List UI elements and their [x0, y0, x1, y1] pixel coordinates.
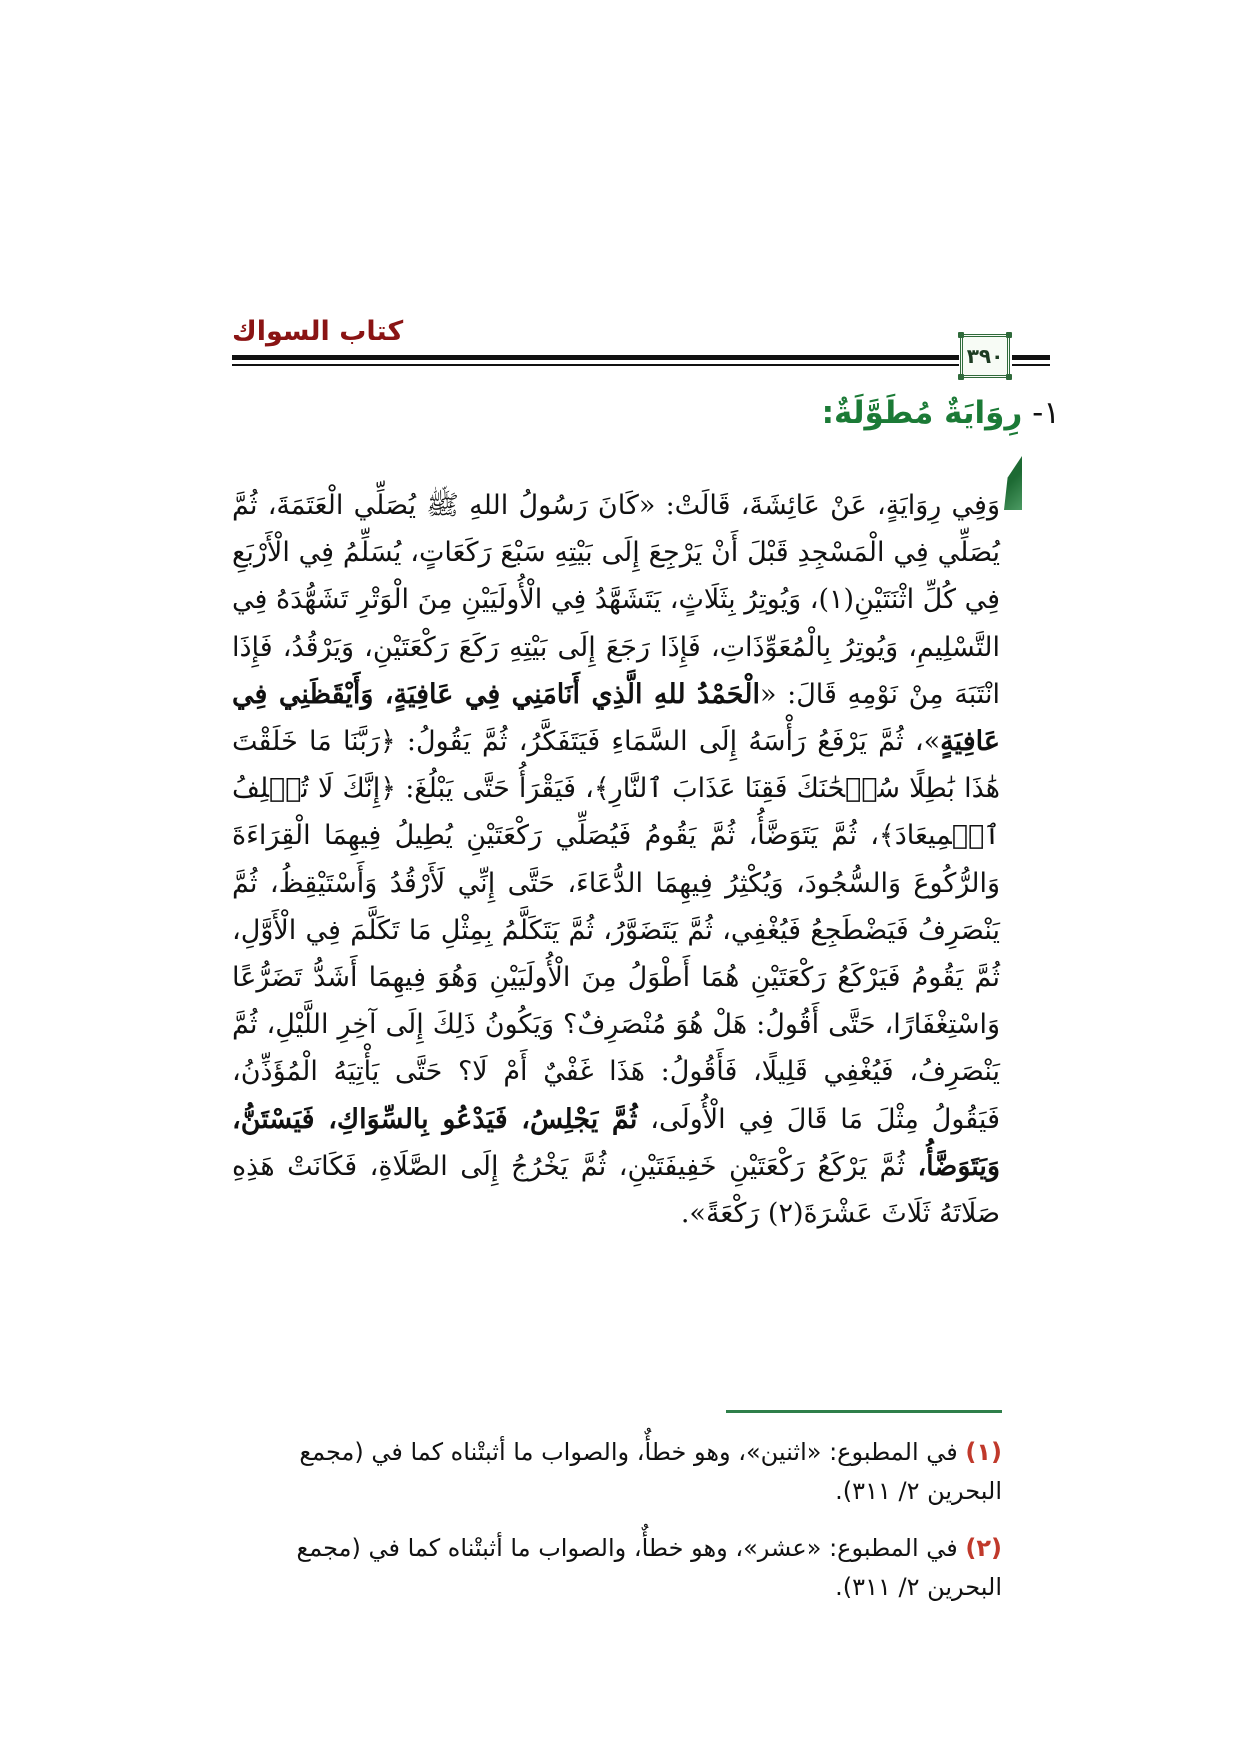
footnote-text: في المطبوع: «اثنين»، وهو خطأٌ، والصواب ما أثبتْناه كما في (مجمع البحرين ٢/ ٣١١).	[299, 1438, 1002, 1505]
text-segment: »، ثُمَّ يَرْفَعُ رَأْسَهُ إِلَى السَّمَاءِ فَيَتَفَكَّرُ، ثُمَّ يَقُولُ: ﴿رَبَّنَا مَا خَلَقْتَ هَٰذَا بَٰطِلًا سُبۡحَٰنَكَ فَقِنَا عَذَابَ ٱلنَّارِ﴾، فَيَقْرَأُ حَتَّى يَبْلُغَ: ﴿إِنَّكَ لَا تُخۡلِفُ ٱلۡمِيعَادَ﴾، ثُمَّ يَتَوَضَّأُ، ثُمَّ يَقُومُ فَيُصَلِّي رَكْعَتَيْنِ يُطِيلُ فِيهِمَا الْقِرَاءَةَ وَالرُّكُوعَ وَالسُّجُودَ، وَيُكْثِرُ فِيهِمَا الدُّعَاءَ، حَتَّى إِنِّي لَأَرْقُدُ وَأَسْتَيْقِظُ، ثُمَّ يَنْصَرِفُ فَيَضْطَجِعُ فَيُغْفِي، ثُمَّ يَتَضَوَّرُ، ثُمَّ يَتَكَلَّمُ بِمِثْلِ مَا تَكَلَّمَ فِي الْأَوَّلِ، ثُمَّ يَقُومُ فَيَرْكَعُ رَكْعَتَيْنِ هُمَا أَطْوَلُ مِنَ الْأُولَيَيْنِ وَهُوَ فِيهِمَا أَشَدُّ تَضَرُّعًا وَاسْتِغْفَارًا، حَتَّى أَقُولُ: هَلْ هُوَ مُنْصَرِفٌ؟ وَيَكُونُ ذَلِكَ إِلَى آخِرِ اللَّيْلِ، ثُمَّ يَنْصَرِفُ، فَيُغْفِي قَلِيلًا، فَأَقُولُ: هَذَا غَفْيٌ أَمْ لَا؟ حَتَّى يَأْتِيَهُ الْمُؤَذِّنُ، فَيَقُولُ مِثْلَ مَا قَالَ فِي الْأُولَى،	[232, 726, 1000, 1135]
badge-ornament-icon	[958, 374, 964, 380]
footnote	[232, 1433, 1002, 1511]
text-segment: وَفِي رِوَايَةٍ، عَنْ عَائِشَةَ، قَالَتْ: «كَانَ رَسُولُ اللهِ ﷺ يُصَلِّي الْعَتَمَةَ، ثُمَّ يُصَلِّي فِي الْمَسْجِدِ قَبْلَ أَنْ يَرْجِعَ إِلَى بَيْتِهِ سَبْعَ رَكَعَاتٍ، يُسَلِّمُ فِي الْأَرْبَعِ فِي كُلِّ اثْنَتَيْنِ(١)، وَيُوتِرُ بِثَلَاثٍ، يَتَشَهَّدُ فِي الْأُولَيَيْنِ مِنَ الْوَتْرِ تَشَهُّدَهُ فِي التَّسْلِيمِ، وَيُوتِرُ بِالْمُعَوِّذَاتِ، فَإِذَا رَجَعَ إِلَى بَيْتِهِ رَكَعَ رَكْعَتَيْنِ، وَيَرْقُدُ، فَإِذَا انْتَبَهَ مِنْ نَوْمِهِ قَالَ: «	[232, 490, 1001, 710]
page-number: ٣٩٠	[966, 344, 1004, 368]
footnote	[232, 1529, 1002, 1607]
hadith-paragraph	[232, 482, 1000, 1237]
text-segment-bold: الْحَمْدُ للهِ الَّذِي أَنَامَنِي فِي عَافِيَةٍ، وَأَيْقَظَنِي فِي عَافِيَةٍ	[232, 678, 1000, 758]
footnotes	[232, 1433, 1002, 1625]
section-number: ١-	[1032, 395, 1060, 431]
footnote-text: في المطبوع: «عشر»، وهو خطأٌ، والصواب ما أثبتْناه كما في (مجمع البحرين ٢/ ٣١١).	[296, 1534, 1002, 1601]
footnote-number: (١)	[965, 1438, 1002, 1466]
text-segment-bold: ثُمَّ يَجْلِسُ، فَيَدْعُو بِالسِّوَاكِ، فَيَسْتَنُّ، وَيَتَوَضَّأُ،	[232, 1103, 1000, 1182]
footnote-separator	[726, 1410, 1002, 1413]
section-heading	[822, 395, 1060, 432]
badge-ornament-icon	[1006, 332, 1012, 338]
quote-frame-corner-icon	[1004, 456, 1022, 510]
badge-ornament-icon	[958, 332, 964, 338]
footnote-number: (٢)	[965, 1534, 1002, 1562]
badge-ornament-icon	[1006, 374, 1012, 380]
book-title: كتاب السواك	[232, 316, 404, 347]
section-title: رِوَايَةٌ مُطَوَّلَةٌ:	[821, 395, 1023, 431]
header-rule-thin	[232, 364, 959, 366]
header-rule-right-thin	[1012, 364, 1050, 366]
text-segment: ثُمَّ يَرْكَعُ رَكْعَتَيْنِ خَفِيفَتَيْنِ، ثُمَّ يَخْرُجُ إِلَى الصَّلَاةِ، فَكَانَتْ هَذِهِ صَلَاتَهُ ثَلَاثَ عَشْرَةَ(٢) رَكْعَةً».	[232, 1150, 1000, 1230]
header-rule-thick	[232, 355, 959, 360]
page-number-badge	[960, 334, 1010, 378]
header-rule-right-thick	[1012, 355, 1050, 360]
hadith-text	[232, 482, 1000, 1237]
